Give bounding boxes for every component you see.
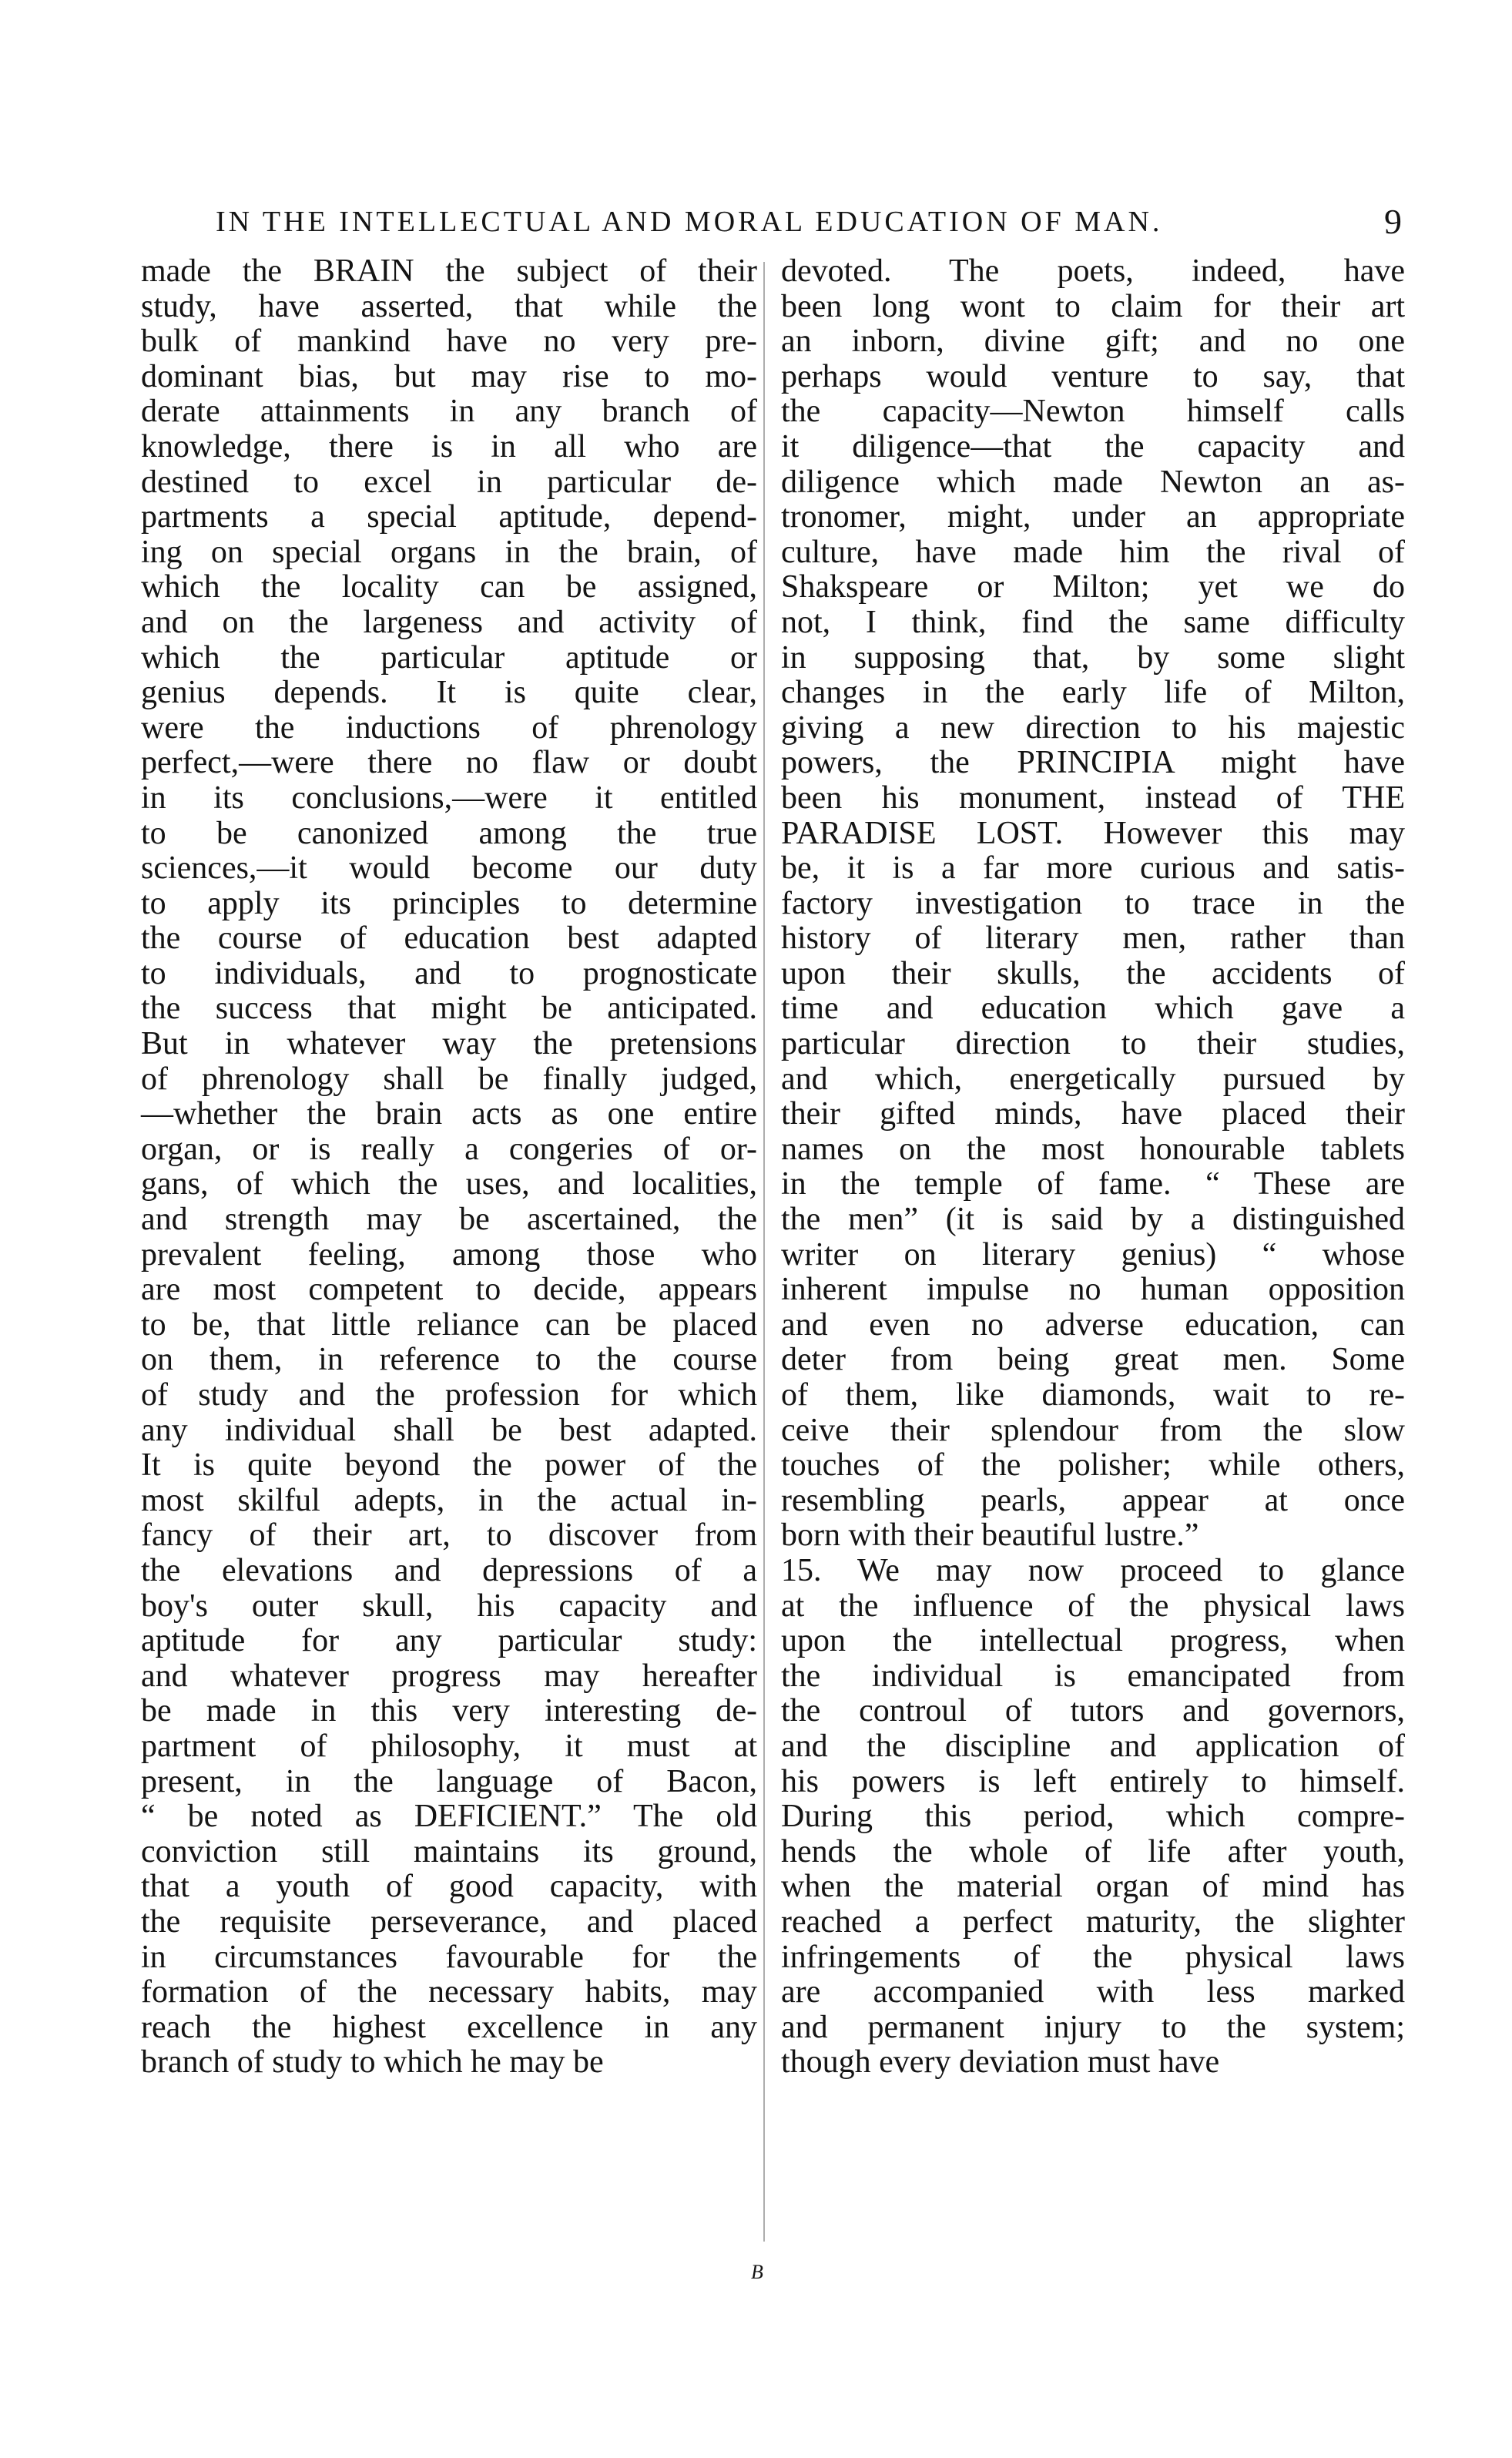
text-line: formation of the necessary habits, may xyxy=(141,1974,757,2010)
text-line: perfect,—were there no flaw or doubt xyxy=(141,745,757,781)
text-line: are most competent to decide, appears xyxy=(141,1272,757,1308)
text-line: organ, or is really a congeries of or- xyxy=(141,1131,757,1167)
text-line: But in whatever way the pretensions xyxy=(141,1026,757,1062)
text-line: born with their beautiful lustre.” xyxy=(781,1517,1199,1554)
text-line: prevalent feeling, among those who xyxy=(141,1236,757,1273)
text-line: giving a new direction to his majestic xyxy=(781,709,1405,746)
text-line: to individuals, and to prognosticate xyxy=(141,955,757,991)
text-line: hends the whole of life after youth, xyxy=(781,1833,1405,1869)
text-line: the capacity—Newton himself calls xyxy=(781,394,1405,430)
text-line: when the material organ of mind has xyxy=(781,1869,1405,1905)
text-line: were the inductions of phrenology xyxy=(141,709,757,746)
text-line: made the BRAIN the subject of their xyxy=(141,253,757,289)
text-line: in the temple of fame. “ These are xyxy=(781,1166,1405,1202)
text-line: factory investigation to trace in the xyxy=(781,885,1405,921)
text-line: study, have asserted, that while the xyxy=(141,288,757,324)
text-line: reach the highest excellence in any xyxy=(141,2009,757,2045)
text-line: to be canonized among the true xyxy=(141,815,757,851)
text-line: perhaps would venture to say, that xyxy=(781,358,1405,394)
text-line: resembling pearls, appear at once xyxy=(781,1482,1405,1518)
text-line: infringements of the physical laws xyxy=(781,1939,1405,1975)
text-line: at the influence of the physical laws xyxy=(781,1588,1405,1624)
text-line: “ be noted as DEFICIENT.” The old xyxy=(141,1799,757,1835)
text-line: the individual is emancipated from xyxy=(781,1658,1405,1694)
text-line: are accompanied with less marked xyxy=(781,1974,1405,2010)
text-line: his powers is left entirely to himself. xyxy=(781,1763,1405,1799)
text-line: boy's outer skull, his capacity and xyxy=(141,1588,757,1624)
text-line: deter from being great men. Some xyxy=(781,1342,1405,1378)
text-line: most skilful adepts, in the actual in- xyxy=(141,1482,757,1518)
text-line: derate attainments in any branch of xyxy=(141,394,757,430)
text-line: upon their skulls, the accidents of xyxy=(781,955,1405,991)
text-line: branch of study to which he may be xyxy=(141,2044,604,2081)
text-line: devoted. The poets, indeed, have xyxy=(781,253,1405,289)
text-line: fancy of their art, to discover from xyxy=(141,1517,757,1554)
text-line: names on the most honourable tablets xyxy=(781,1131,1405,1167)
text-line: of them, like diamonds, wait to re- xyxy=(781,1377,1405,1413)
text-line: to apply its principles to determine xyxy=(141,885,757,921)
text-line: the success that might be anticipated. xyxy=(141,991,757,1027)
text-line: ceive their splendour from the slow xyxy=(781,1412,1405,1448)
text-line: and which, energetically pursued by xyxy=(781,1061,1405,1097)
text-line: writer on literary genius) “ whose xyxy=(781,1236,1405,1273)
text-line: on them, in reference to the course xyxy=(141,1342,757,1378)
text-line: in supposing that, by some slight xyxy=(781,639,1405,676)
text-line: present, in the language of Bacon, xyxy=(141,1763,757,1799)
text-line: partments a special aptitude, depend- xyxy=(141,499,757,535)
text-line: an inborn, divine gift; and no one xyxy=(781,324,1405,360)
text-line: and permanent injury to the system; xyxy=(781,2009,1405,2045)
left-text-column xyxy=(141,254,757,2081)
text-line: reached a perfect maturity, the slighter xyxy=(781,1903,1405,1940)
text-line: and strength may be ascertained, the xyxy=(141,1202,757,1238)
text-line: and whatever progress may hereafter xyxy=(141,1658,757,1694)
text-line: upon the intellectual progress, when xyxy=(781,1623,1405,1659)
text-line: conviction still maintains its ground, xyxy=(141,1833,757,1869)
text-line: aptitude for any particular study: xyxy=(141,1623,757,1659)
running-head xyxy=(216,199,1402,245)
text-line: tronomer, might, under an appropriate xyxy=(781,499,1405,535)
text-line: the course of education best adapted xyxy=(141,920,757,957)
page-number: 9 xyxy=(1384,202,1402,241)
text-line: in circumstances favourable for the xyxy=(141,1939,757,1975)
text-line: changes in the early life of Milton, xyxy=(781,675,1405,711)
text-line: It is quite beyond the power of the xyxy=(141,1447,757,1484)
text-line: in its conclusions,—were it entitled xyxy=(141,780,757,816)
text-line: touches of the polisher; while others, xyxy=(781,1447,1405,1484)
text-line: though every deviation must have xyxy=(781,2044,1220,2081)
text-line: be made in this very interesting de- xyxy=(141,1693,757,1729)
text-line: been his monument, instead of THE xyxy=(781,780,1405,816)
text-line: partment of philosophy, it must at xyxy=(141,1728,757,1764)
text-line: of study and the profession for which xyxy=(141,1377,757,1413)
text-line: particular direction to their studies, xyxy=(781,1026,1405,1062)
text-line: knowledge, there is in all who are xyxy=(141,428,757,464)
column-divider xyxy=(763,262,765,2242)
text-line: the men” (it is said by a distinguished xyxy=(781,1202,1405,1238)
text-line: any individual shall be best adapted. xyxy=(141,1412,757,1448)
text-line: PARADISE LOST. However this may xyxy=(781,815,1405,851)
text-line: genius depends. It is quite clear, xyxy=(141,675,757,711)
text-line: and the discipline and application of xyxy=(781,1728,1405,1764)
running-title: IN THE INTELLECTUAL AND MORAL EDUCATION OF MAN. xyxy=(216,206,1163,238)
text-line: powers, the PRINCIPIA might have xyxy=(781,745,1405,781)
text-line: which the particular aptitude or xyxy=(141,639,757,676)
text-line: and even no adverse education, can xyxy=(781,1306,1405,1343)
right-text-column xyxy=(781,254,1405,2081)
text-line: Shakspeare or Milton; yet we do xyxy=(781,569,1405,605)
text-line: During this period, which compre- xyxy=(781,1799,1405,1835)
text-line: bulk of mankind have no very pre- xyxy=(141,324,757,360)
text-line: inherent impulse no human opposition xyxy=(781,1272,1405,1308)
text-line: —whether the brain acts as one entire xyxy=(141,1096,757,1132)
text-line: sciences,—it would become our duty xyxy=(141,850,757,887)
text-line: their gifted minds, have placed their xyxy=(781,1096,1405,1132)
text-line: it diligence—that the capacity and xyxy=(781,428,1405,464)
text-line: diligence which made Newton an as- xyxy=(781,464,1405,500)
text-line: gans, of which the uses, and localities, xyxy=(141,1166,757,1202)
text-line: history of literary men, rather than xyxy=(781,920,1405,957)
text-line: not, I think, find the same difficulty xyxy=(781,604,1405,640)
text-line: ing on special organs in the brain, of xyxy=(141,534,757,570)
text-line: the controul of tutors and governors, xyxy=(781,1693,1405,1729)
text-line: of phrenology shall be finally judged, xyxy=(141,1061,757,1097)
text-line: culture, have made him the rival of xyxy=(781,534,1405,570)
text-line: been long wont to claim for their art xyxy=(781,288,1405,324)
text-line: the elevations and depressions of a xyxy=(141,1552,757,1588)
signature-mark: B xyxy=(751,2261,763,2283)
text-line: time and education which gave a xyxy=(781,991,1405,1027)
text-line: and on the largeness and activity of xyxy=(141,604,757,640)
text-line: the requisite perseverance, and placed xyxy=(141,1903,757,1940)
text-line: destined to excel in particular de- xyxy=(141,464,757,500)
text-line: 15. We may now proceed to glance xyxy=(781,1552,1405,1588)
text-line: to be, that little reliance can be placed xyxy=(141,1306,757,1343)
text-line: dominant bias, but may rise to mo- xyxy=(141,358,757,394)
text-line: that a youth of good capacity, with xyxy=(141,1869,757,1905)
text-line: be, it is a far more curious and satis- xyxy=(781,850,1405,887)
text-line: which the locality can be assigned, xyxy=(141,569,757,605)
